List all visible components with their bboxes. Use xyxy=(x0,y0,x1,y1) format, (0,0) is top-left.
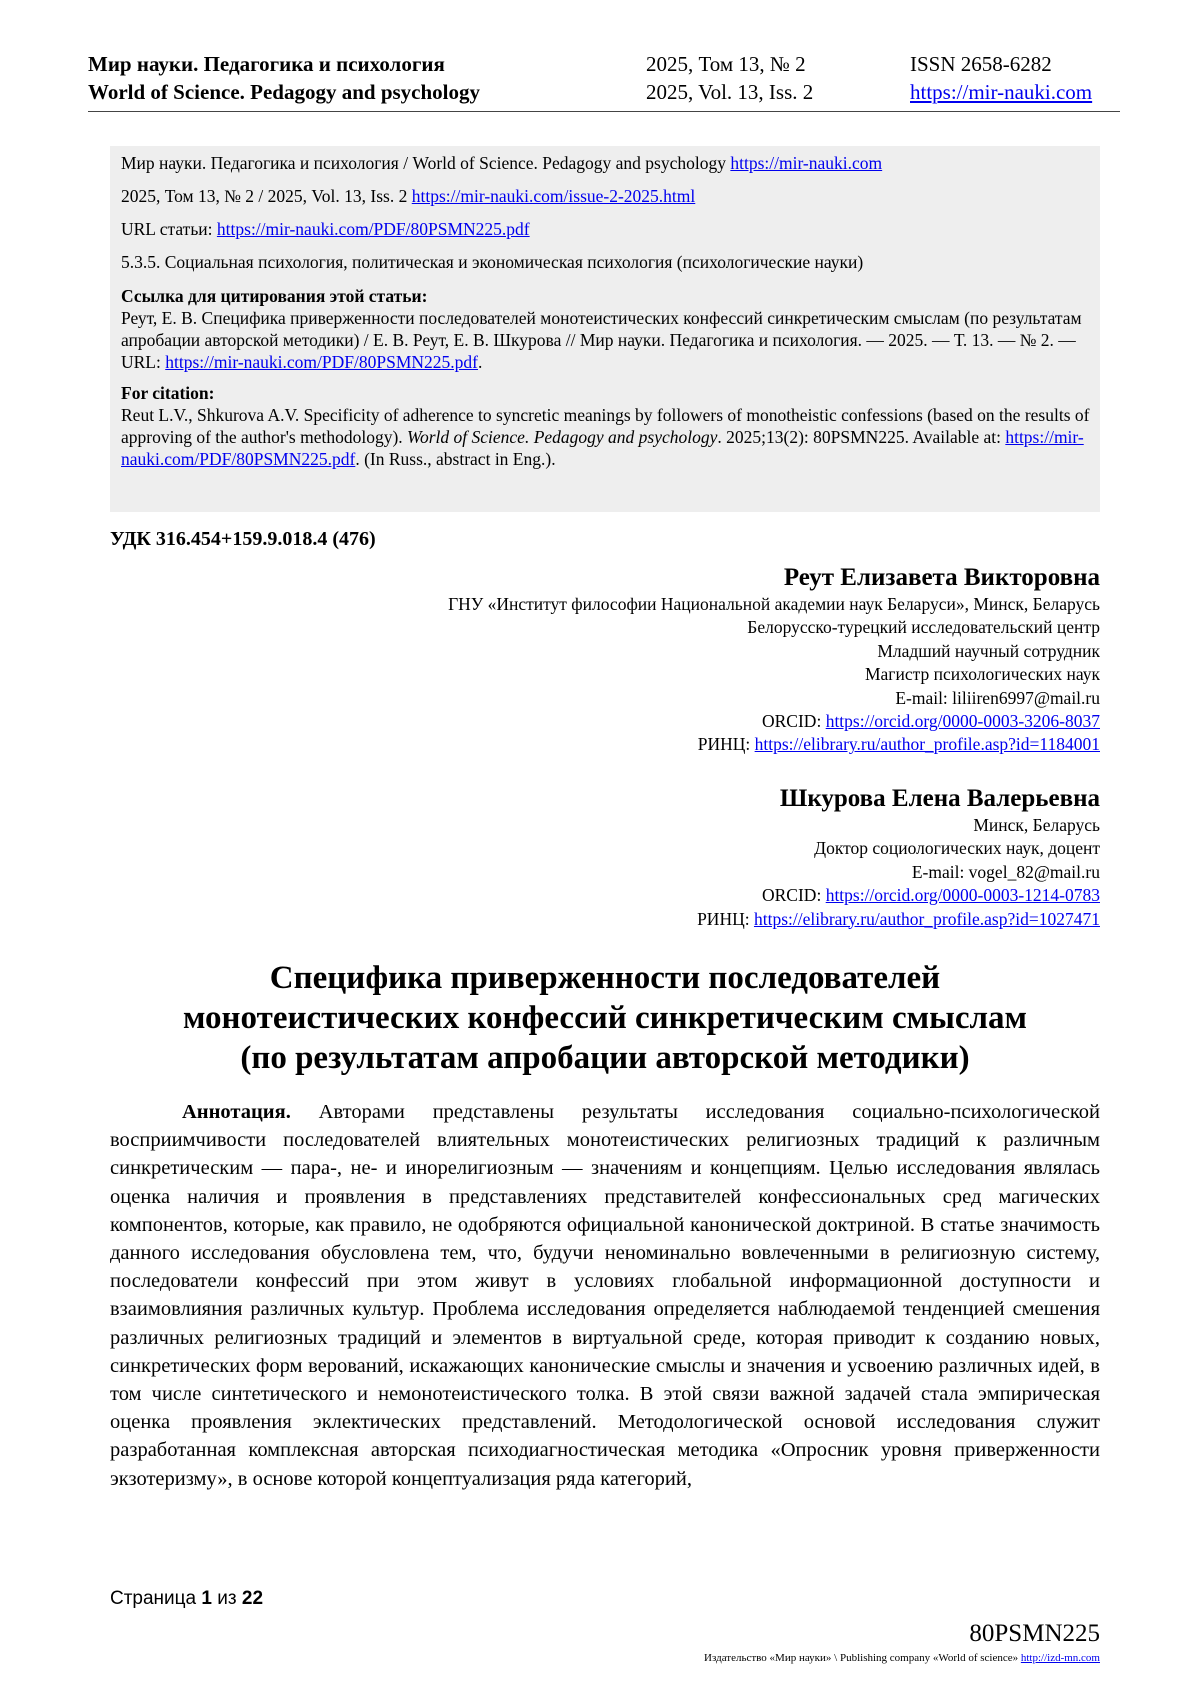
article-title-line: (по результатам апробации авторской методики) xyxy=(240,1040,970,1076)
issue-link[interactable]: https://mir-nauki.com/issue-2-2025.html xyxy=(411,186,696,206)
citation-ru-title: Ссылка для цитирования этой статьи: xyxy=(121,286,428,306)
citation-ru: Ссылка для цитирования этой статьи: Реут, Е. В. Специфика приверженности последователей монотеистических конфессий синкретическим смыслам (по результатам апробации авторской методики) / Е. В. Реут, Е. В. Шкурова // Мир науки. Педагогика и психология. — 2025. — Т. 13. — № 2. — URL: https://mir-nauki.com/PDF/80PSMN225.pdf. xyxy=(121,286,1082,372)
rinc-link[interactable]: https://elibrary.ru/author_profile.asp?id=1027471 xyxy=(753,908,1100,929)
author-block-1 xyxy=(448,563,1100,757)
author-email: E-mail: liliiren6997@mail.ru xyxy=(895,687,1100,708)
article-title-line: монотеистических конфессий синкретическим смыслам xyxy=(183,1000,1027,1036)
abstract-text: Авторами представлены результаты исследования социально-психологической восприимчивости последователей влиятельных монотеистических религиозных традиций к различным синкретическим — пара-, не- и инорелигиозным — значениям и концепциям. Целью исследования являлась оценка наличия и проявления в представлениях представителей конфессиональных сред магических компонентов, которые, как правило, не одобряются официальной канонической доктриной. В статье значимость данного исследования обусловлена тем, что, будучи неноминально вовлеченными в религиозную систему, последователи конфессий при этом живут в условиях глобальной информационной доступности и взаимовлияния различных культур. Проблема исследования определяется наблюдаемой тенденцией смешения различных религиозных традиций и элементов в виртуальной среде, которая приводит к созданию новых, синкретических форм верований, искажающих канонические смыслы и значения и усвоению различных идей, в том числе синтетического и немонотеистического толка. В этой связи важной задачей стала эмпирическая оценка проявления эклектических представлений. Методологической основой исследования служит разработанная комплексная авторская психодиагностическая методика «Опросник уровня приверженности экзотеризму», в основе которой концептуализация ряда категорий, xyxy=(110,1101,1101,1490)
article-info-box xyxy=(110,146,1100,512)
author-rinc: РИНЦ: https://elibrary.ru/author_profile.asp?id=1184001 xyxy=(697,734,1100,755)
journal-header xyxy=(88,52,1120,110)
author-position: Младший научный сотрудник xyxy=(877,640,1100,661)
journal-line: Мир науки. Педагогика и психология / World of Science. Pedagogy and psychology https://mir-nauki.com xyxy=(121,153,883,173)
orcid-link[interactable]: https://orcid.org/0000-0003-1214-0783 xyxy=(825,885,1100,906)
author-orcid: ORCID: https://orcid.org/0000-0003-3206-8037 xyxy=(762,711,1100,732)
url-line: URL статьи: https://mir-nauki.com/PDF/80PSMN225.pdf xyxy=(121,219,530,239)
author-degree: Магистр психологических наук xyxy=(864,664,1100,685)
udk-code: УДК 316.454+159.9.018.4 (476) xyxy=(110,528,376,550)
journal-title-en: World of Science. Pedagogy and psychology xyxy=(88,80,481,104)
rinc-link[interactable]: https://elibrary.ru/author_profile.asp?id=1184001 xyxy=(754,734,1100,755)
author-affiliation: ГНУ «Институт философии Национальной академии наук Беларуси», Минск, Беларусь xyxy=(448,594,1100,614)
author-name: Реут Елизавета Викторовна xyxy=(783,564,1100,591)
specialty-line: 5.3.5. Социальная психология, политическая и экономическая психология (психологические науки) xyxy=(121,252,864,272)
header-divider xyxy=(88,111,1120,112)
article-title-line: Специфика приверженности последователей xyxy=(269,960,941,996)
journal-site-link[interactable]: https://mir-nauki.com xyxy=(910,80,1093,104)
issue-en: 2025, Vol. 13, Iss. 2 xyxy=(646,80,814,104)
journal-title-ru: Мир науки. Педагогика и психология xyxy=(88,52,445,76)
citation-en-title: For citation: xyxy=(121,383,215,403)
abstract xyxy=(110,1098,1100,1493)
article-url-link[interactable]: https://mir-nauki.com/PDF/80PSMN225.pdf xyxy=(216,219,530,239)
citation-en-link[interactable]: https://mir-nauki.com/PDF/80PSMN225.pdf xyxy=(121,427,1084,469)
citation-en: For citation: Reut L.V., Shkurova A.V. Specificity of adherence to syncretic meanings by followers of monotheistic confessions (based on the results of approving of the author's methodology). World of Science. Pedagogy and psychology. 2025;13(2): 80PSMN225. Available at: https://mir-nauki.com/PDF/80PSMN225.pdf. (In Russ., abstract in Eng.). xyxy=(121,383,1090,469)
author-orcid: ORCID: https://orcid.org/0000-0003-1214-0783 xyxy=(762,885,1100,906)
author-rinc: РИНЦ: https://elibrary.ru/author_profile.asp?id=1027471 xyxy=(697,908,1100,929)
author-center: Белорусско-турецкий исследовательский центр xyxy=(747,617,1100,638)
journal-link[interactable]: https://mir-nauki.com xyxy=(730,153,883,173)
author-block-2 xyxy=(697,784,1100,931)
citation-ru-link[interactable]: https://mir-nauki.com/PDF/80PSMN225.pdf xyxy=(165,352,478,372)
issue-ru: 2025, Том 13, № 2 xyxy=(646,52,806,76)
author-name: Шкурова Елена Валерьевна xyxy=(779,785,1100,812)
author-degree: Доктор социологических наук, доцент xyxy=(814,838,1100,859)
issn: ISSN 2658-6282 xyxy=(910,52,1052,76)
article-code: 80PSMN225 xyxy=(969,1620,1100,1647)
abstract-label: Аннотация. xyxy=(182,1101,291,1123)
publisher-link[interactable]: http://izd-mn.com xyxy=(1020,1652,1100,1664)
article-title xyxy=(110,958,1100,1078)
author-email: E-mail: vogel_82@mail.ru xyxy=(911,861,1100,882)
issue-line: 2025, Том 13, № 2 / 2025, Vol. 13, Iss. 2 https://mir-nauki.com/issue-2-2025.html xyxy=(121,186,696,206)
orcid-link[interactable]: https://orcid.org/0000-0003-3206-8037 xyxy=(825,711,1100,732)
publisher-line: Издательство «Мир науки» \ Publishing company «World of science» http://izd-mn.com xyxy=(704,1652,1100,1664)
author-location: Минск, Беларусь xyxy=(973,815,1100,835)
page-number: Страница 1 из 22 xyxy=(110,1588,264,1609)
